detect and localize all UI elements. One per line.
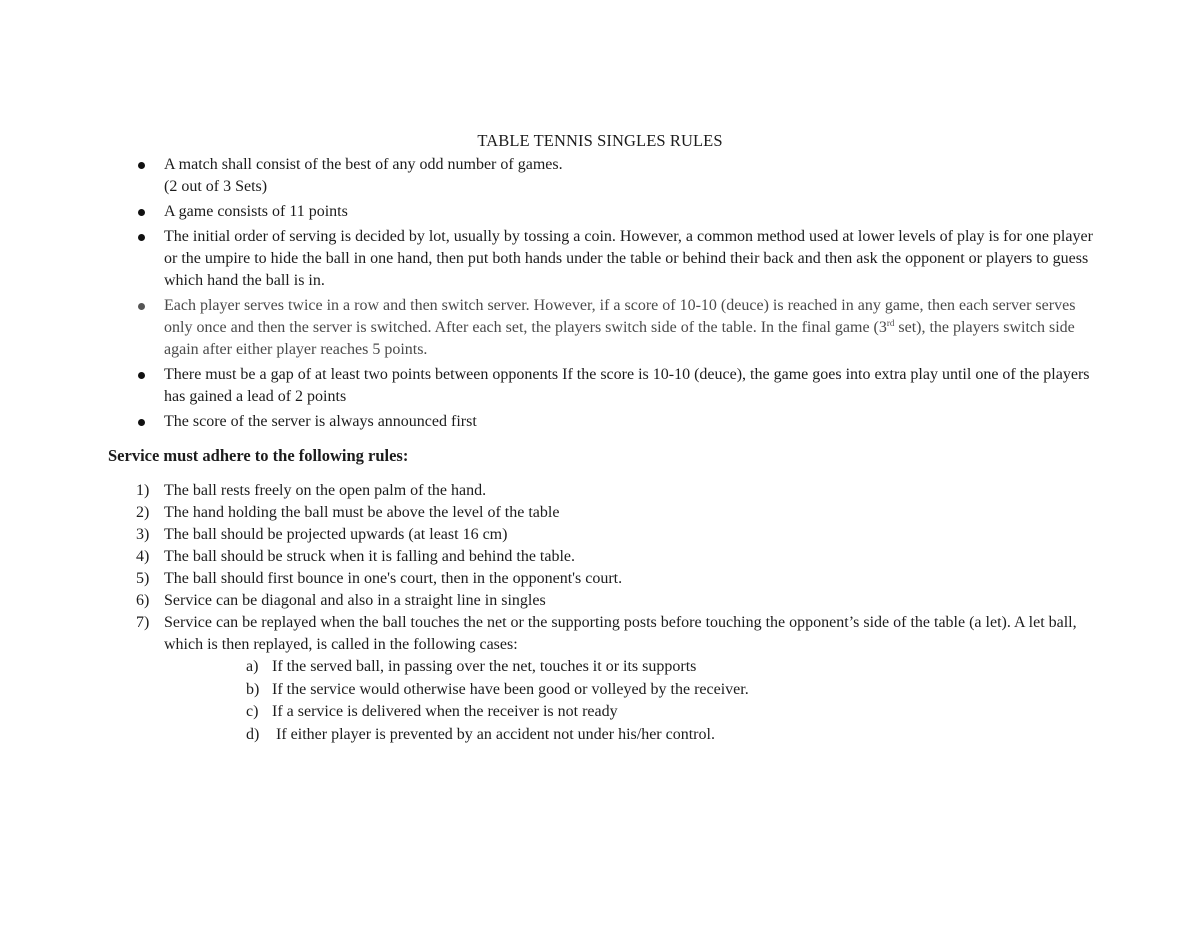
list-item <box>134 226 1094 292</box>
rule-text: The hand holding the ball must be above the level of the table <box>164 504 560 521</box>
list-item <box>246 656 1046 678</box>
item-letter: b) <box>246 680 260 698</box>
rule-text: Service can be replayed when the ball touches the net or the supporting posts before touching the opponent’s side of the table (a let). A let ball, which is then replayed, is called in the following cases: <box>164 614 1077 653</box>
bullet-icon <box>138 303 145 310</box>
item-number: 5) <box>136 570 150 587</box>
rule-subtext: (2 out of 3 Sets) <box>164 178 268 195</box>
list-item <box>246 724 1046 746</box>
rule-text: The score of the server is always announced first <box>164 413 477 430</box>
list-item <box>134 524 1094 546</box>
service-rules-list <box>134 480 1094 656</box>
rule-text: The initial order of serving is decided by lot, usually by tossing a coin. However, a common method used at lower levels of play is for one player or the umpire to hide the ball in one hand, then put both hands under the table or behind their back and then ask the opponent or players to guess which hand the ball is in. <box>164 228 1093 289</box>
bullet-icon <box>138 209 145 216</box>
case-text: If the served ball, in passing over the net, touches it or its supports <box>272 658 697 675</box>
bullet-icon <box>138 419 145 426</box>
rule-text: A match shall consist of the best of any odd number of games. <box>164 156 563 173</box>
rule-text: Each player serves twice in a row and then switch server. However, if a score of 10-10 (deuce) is reached in any game, then each server serves only once and then the server is switched. After each set, the players switch side of the table. In the final game (3 <box>164 297 1076 336</box>
item-number: 3) <box>136 526 150 543</box>
list-item <box>134 480 1094 502</box>
bullet-icon <box>138 162 145 169</box>
rule-text: The ball should first bounce in one's court, then in the opponent's court. <box>164 570 623 587</box>
bullet-icon <box>138 372 145 379</box>
service-rules-heading: Service must adhere to the following rules: <box>108 446 409 465</box>
list-item <box>134 154 1094 198</box>
item-number: 4) <box>136 548 150 565</box>
list-item <box>134 411 1094 433</box>
item-number: 1) <box>136 482 150 499</box>
item-number: 6) <box>136 592 150 609</box>
page-title: TABLE TENNIS SINGLES RULES <box>477 131 723 150</box>
list-item <box>134 364 1094 408</box>
case-text: If a service is delivered when the receiver is not ready <box>272 703 618 720</box>
list-item <box>134 201 1094 223</box>
list-item <box>134 612 1094 656</box>
rule-text: The ball rests freely on the open palm of the hand. <box>164 482 487 499</box>
list-item <box>134 295 1094 361</box>
rules-bullet-list <box>134 154 1094 436</box>
item-letter: a) <box>246 658 259 675</box>
list-item <box>134 568 1094 590</box>
rule-text: The ball should be projected upwards (at least 16 cm) <box>164 526 508 543</box>
rule-text: The ball should be struck when it is falling and behind the table. <box>164 548 576 565</box>
let-cases-list <box>246 656 1046 746</box>
item-letter: d) <box>246 725 260 743</box>
list-item <box>246 701 1046 723</box>
ordinal-superscript: rd <box>886 318 895 328</box>
case-text: If the service would otherwise have been good or volleyed by the receiver. <box>272 680 749 698</box>
item-letter: c) <box>246 703 259 720</box>
list-item <box>134 590 1094 612</box>
item-number: 2) <box>136 504 150 521</box>
list-item <box>134 502 1094 524</box>
bullet-icon <box>138 234 145 241</box>
rule-text: Service can be diagonal and also in a straight line in singles <box>164 592 546 609</box>
list-item <box>134 546 1094 568</box>
list-item <box>246 679 1046 701</box>
rule-text: There must be a gap of at least two points between opponents If the score is 10-10 (deuce), the game goes into extra play until one of the players has gained a lead of 2 points <box>164 366 1090 405</box>
rule-text: A game consists of 11 points <box>164 203 348 220</box>
item-number: 7) <box>136 614 150 631</box>
rule-text-continued: set), the players switch side again after either player reaches 5 points. <box>164 319 1075 358</box>
case-text: If either player is prevented by an accident not under his/her control. <box>272 725 715 743</box>
